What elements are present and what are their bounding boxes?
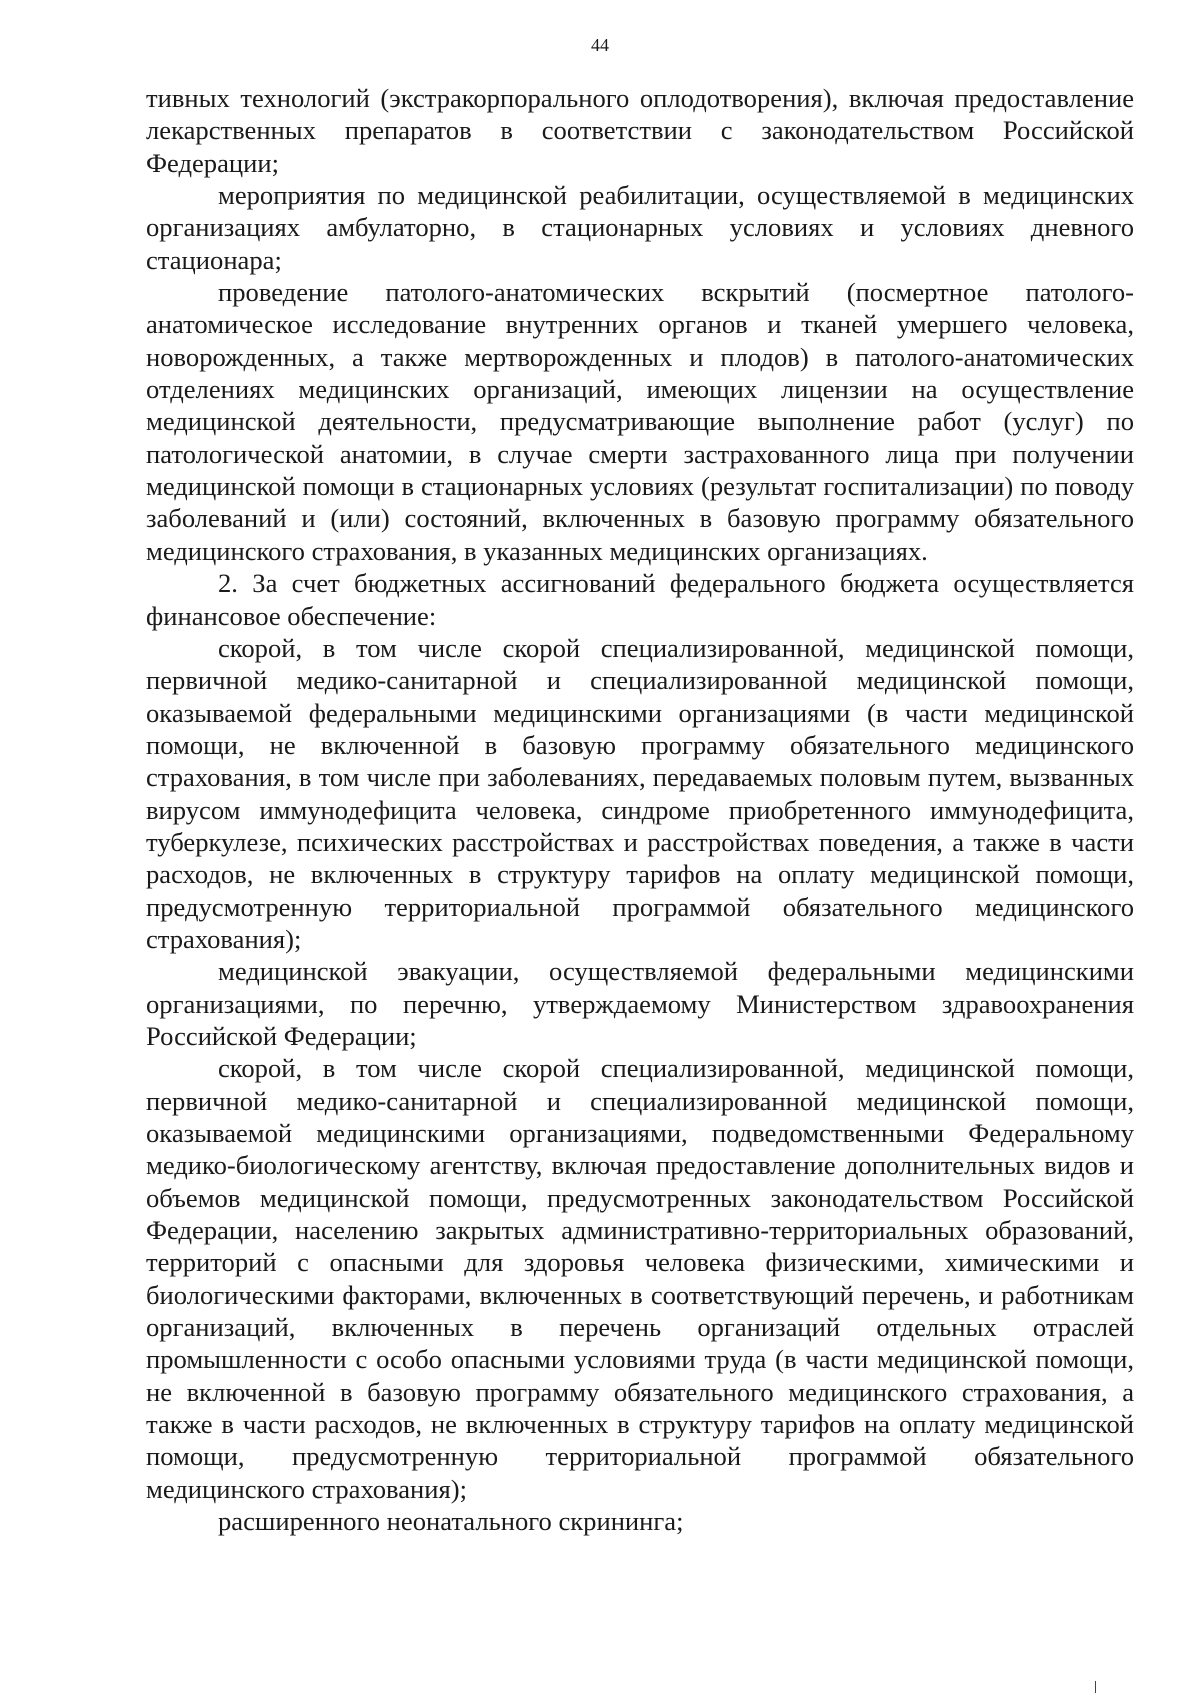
document-body — [146, 82, 1134, 1537]
paragraph-medical-rehabilitation: мероприятия по медицинской реабилитации, осуществляемой в медицинских организациях амбулаторно, в стационарных условиях и условиях дневного стационара; — [146, 180, 1134, 275]
paragraph-federal-budget-financing: 2. За счет бюджетных ассигнований федерального бюджета осуществляется финансовое обеспечение: — [146, 568, 1134, 631]
paragraph-federal-medical-organizations: скорой, в том числе скорой специализированной, медицинской помощи, первичной медико-санитарной и специализированной медицинской помощи, оказываемой федеральными медицинскими организациями (в части медицинской помощи, не включенной в базовую программу обязательного медицинского страхования, в том числе при заболеваниях, передаваемых половым путем, вызванных вирусом иммунодефицита человека, синдроме приобретенного иммунодефицита, туберкулезе, психических расстройствах и расстройствах поведения, а также в части расходов, не включенных в структуру тарифов на оплату медицинской помощи, предусмотренную территориальной программой обязательного медицинского страхования); — [146, 632, 1134, 954]
paragraph-neonatal-screening: расширенного неонатального скрининга; — [218, 1506, 684, 1537]
paragraph-medical-evacuation: медицинской эвакуации, осуществляемой федеральными медицинскими организациями, по перечню, утверждаемому Министерством здравоохранения Российской Федерации; — [146, 956, 1134, 1051]
paragraph-fmba-organizations: скорой, в том числе скорой специализированной, медицинской помощи, первичной медико-санитарной и специализированной медицинской помощи, оказываемой медицинскими организациями, подведомственными Федеральному медико-биологическому агентству, включая предоставление дополнительных видов и объемов медицинской помощи, предусмотренных законодательством Российской Федерации, населению закрытых административно-территориальных образований, территорий с опасными для здоровья человека физическими, химическими и биологическими факторами, включенных в соответствующий перечень, и работникам организаций, включенных в перечень организаций отдельных отраслей промышленности с особо опасными условиями труда (в части медицинской помощи, не включенной в базовую программу обязательного медицинского страхования, а также в части расходов, не включенных в структуру тарифов на оплату медицинской помощи, предусмотренную территориальной программой обязательного медицинского страхования); — [146, 1053, 1134, 1504]
page-number: 44 — [591, 35, 609, 55]
scan-edge-mark — [1095, 1681, 1096, 1693]
paragraph-autopsies: проведение патолого-анатомических вскрытий (посмертное патолого-анатомическое исследование внутренних органов и тканей умершего человека, новорожденных, а также мертворожденных и плодов) в патолого-анатомических отделениях медицинских организаций, имеющих лицензии на осуществление медицинской деятельности, предусматривающие выполнение работ (услуг) по патологической анатомии, в случае смерти застрахованного лица при получении медицинской помощи в стационарных условиях (результат госпитализации) по поводу заболеваний и (или) состояний, включенных в базовую программу обязательного медицинского страхования, в указанных медицинских организациях. — [146, 277, 1134, 566]
paragraph-continuation-reproductive-technologies: тивных технологий (экстракорпорального оплодотворения), включая предоставление лекарственных препаратов в соответствии с законодательством Российской Федерации; — [146, 83, 1134, 178]
